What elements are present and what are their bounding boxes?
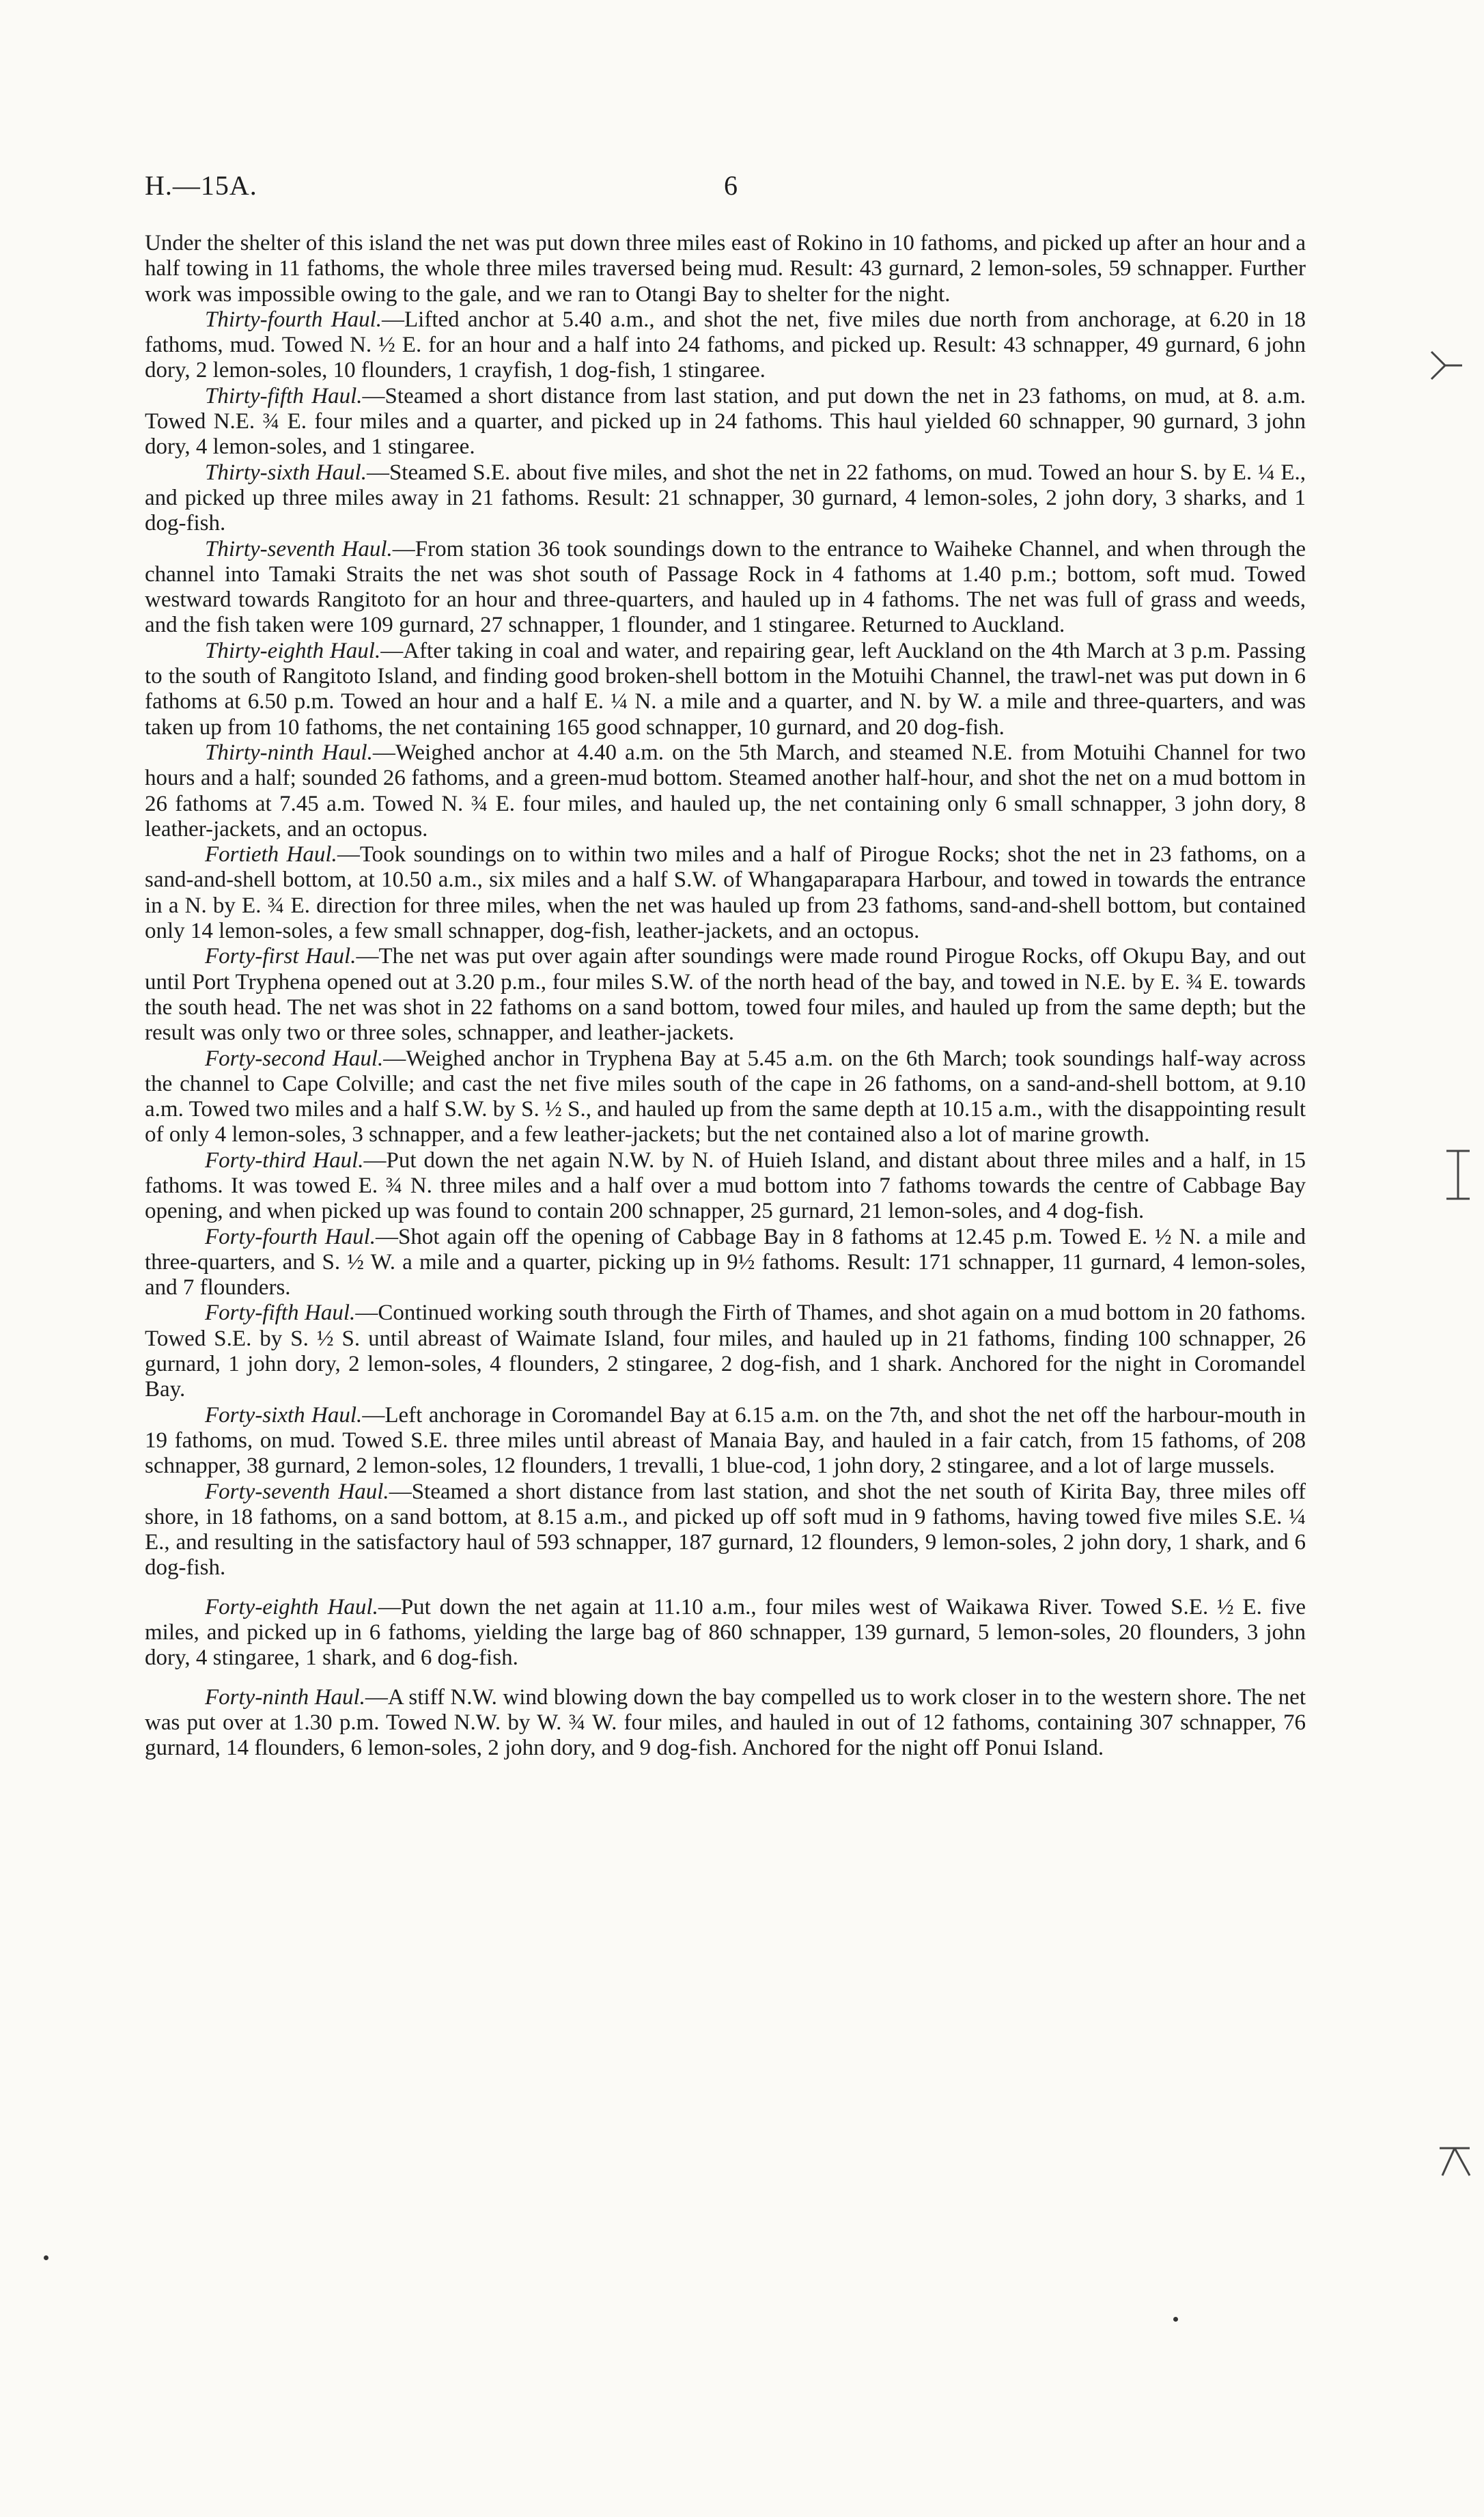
haul-paragraph-42: [145, 1046, 1306, 1148]
haul-title: Thirty-ninth Haul.: [205, 740, 373, 765]
haul-paragraph-41: [145, 944, 1306, 1046]
haul-paragraph-46: [145, 1403, 1306, 1479]
stray-dot-icon: [1173, 2317, 1178, 2322]
haul-text: —Left anchorage in Coromandel Bay at 6.15 a.m. on the 7th, and shot the net off the harbour-mouth in 19 fathoms, on mud. Towed S.E. three miles until abreast of Manaia Bay, and hauled in a fair catch, from 15 fathoms, of 208 schnapper, 38 gurnard, 2 lemon-soles, 12 flounders, 1 trevalli, 1 blue-cod, 1 john dory, 2 stingaree, and a lot of large mussels.: [145, 1402, 1306, 1479]
haul-title: Forty-seventh Haul.: [205, 1479, 389, 1504]
margin-mark-icon: [1425, 345, 1466, 391]
page-header: [145, 169, 1339, 210]
haul-paragraph-36: [145, 460, 1306, 537]
haul-paragraph-47: [145, 1479, 1306, 1581]
haul-title: Thirty-fourth Haul.: [205, 307, 382, 332]
haul-text: —Continued working south through the Firth of Thames, and shot again on a mud bottom in 20 fathoms. Towed S.E. by S. ½ S. until abreast of Waimate Island, four miles, and hauled up in 21 fathoms, finding 100 schnapper, 26 gurnard, 1 john dory, 2 lemon-soles, 4 flounders, 2 stingaree, 2 dog-fish, and 1 shark. Anchored for the night in Coromandel Bay.: [145, 1301, 1306, 1402]
haul-paragraph-44: [145, 1225, 1306, 1301]
haul-text: —Put down the net again at 11.10 a.m., four miles west of Waikawa River. Towed S.E. ½ E. five miles, and picked up in 6 fathoms, yielding the large bag of 860 schnapper, 139 gurnard, 5 lemon-soles, 20 flounders, 3 john dory, 4 stingaree, 1 shark, and 6 dog-fish.: [145, 1594, 1306, 1671]
haul-title: Thirty-fifth Haul.: [205, 383, 363, 408]
haul-paragraph-43: [145, 1148, 1306, 1225]
haul-paragraph-48: [145, 1595, 1306, 1671]
haul-paragraph-37: [145, 537, 1306, 639]
margin-mark-icon: [1434, 2141, 1475, 2187]
haul-text: —Shot again off the opening of Cabbage Bay in 8 fathoms at 12.45 p.m. Towed E. ½ N. a mile and three-quarters, and S. ½ W. a mile and a quarter, picking up in 9½ fathoms. Result: 171 schnapper, 11 gurnard, 4 lemon-soles, and 7 flounders.: [145, 1224, 1306, 1301]
haul-text: —From station 36 took soundings down to the entrance to Waiheke Channel, and when through the channel into Tamaki Straits the net was shot south of Passage Rock in 4 fathoms at 1.40 p.m.; bottom, soft mud. Towed westward towards Rangitoto for an hour and three-quarters, and hauled up in 4 fathoms. The net was full of grass and weeds, and the fish taken were 109 gurnard, 27 schnapper, 1 flounder, and 1 stingaree. Returned to Auckland.: [145, 536, 1306, 638]
haul-text: —Steamed S.E. about five miles, and shot the net in 22 fathoms, on mud. Towed an hour S. by E. ¼ E., and picked up three miles away in 21 fathoms. Result: 21 schnapper, 30 gurnard, 4 lemon-soles, 2 john dory, 3 sharks, and 1 dog-fish.: [145, 460, 1306, 536]
page-number: 6: [724, 170, 738, 201]
haul-text: —Weighed anchor in Tryphena Bay at 5.45 a.m. on the 6th March; took soundings half-way across the channel to Cape Colville; and cast the net five miles south of the cape in 26 fathoms, on a sand-and-shell bottom, at 9.10 a.m. Towed two miles and a half S.W. by S. ½ S., and hauled up from the same depth at 10.15 a.m., with the disappointing result of only 4 lemon-soles, 3 schnapper, and a few leather-jackets; but the net contained also a lot of marine growth.: [145, 1046, 1306, 1148]
haul-title: Forty-third Haul.: [205, 1148, 364, 1173]
haul-text: —Lifted anchor at 5.40 a.m., and shot the net, five miles due north from anchorage, at 6.20 in 18 fathoms, mud. Towed N. ½ E. for an hour and a half into 24 fathoms, and picked up. Result: 43 schnapper, 49 gurnard, 6 john dory, 2 lemon-soles, 10 flounders, 1 crayfish, 1 dog-fish, 1 stingaree.: [145, 307, 1306, 383]
haul-title: Forty-ninth Haul.: [205, 1684, 365, 1710]
haul-text: —After taking in coal and water, and repairing gear, left Auckland on the 4th March at 3 p.m. Passing to the south of Rangitoto Island, and finding good broken-shell bottom in the Motuihi Channel, the trawl-net was put down in 6 fathoms at 6.50 p.m. Towed an hour and a half E. ¼ N. a mile and a quarter, and N. by W. a mile and three-quarters, and was taken up from 10 fathoms, the net containing 165 good schnapper, 10 gurnard, and 20 dog-fish.: [145, 638, 1306, 740]
haul-title: Fortieth Haul.: [205, 842, 337, 867]
haul-title: Forty-second Haul.: [205, 1046, 384, 1071]
stray-dot-icon: [44, 2255, 48, 2260]
haul-text: —Took soundings on to within two miles and a half of Pirogue Rocks; shot the net in 23 fathoms, on a sand-and-shell bottom, at 10.50 a.m., six miles and a half S.W. of Whangaparapara Harbour, and towed in towards the entrance in a N. by E. ¾ E. direction for three miles, when the net was hauled up from 23 fathoms, sand-and-shell bottom, but contained only 14 lemon-soles, a few small schnapper, dog-fish, leather-jackets, and an octopus.: [145, 842, 1306, 944]
haul-text: —The net was put over again after soundings were made round Pirogue Rocks, off Okupu Bay, and out until Port Tryphena opened out at 3.20 p.m., four miles S.W. of the north head of the bay, and towed in N.E. by E. ¾ E. towards the south head. The net was shot in 22 fathoms on a sand bottom, towed four miles, and hauled up from the same depth; but the result was only two or three soles, schnapper, and leather-jackets.: [145, 944, 1306, 1046]
document-reference: H.—15A.: [145, 170, 257, 201]
haul-title: Forty-fifth Haul.: [205, 1301, 356, 1326]
haul-text: —A stiff N.W. wind blowing down the bay compelled us to work closer in to the western shore. The net was put over at 1.30 p.m. Towed N.W. by W. ¾ W. four miles, and hauled in out of 12 fathoms, containing 307 schnapper, 76 gurnard, 14 flounders, 6 lemon-soles, 2 john dory, and 9 dog-fish. Anchored for the night off Ponui Island.: [145, 1684, 1306, 1761]
haul-title: Thirty-sixth Haul.: [205, 460, 367, 485]
haul-title: Forty-fourth Haul.: [205, 1224, 376, 1249]
haul-paragraph-49: [145, 1685, 1306, 1762]
haul-text: —Steamed a short distance from last station, and shot the net south of Kirita Bay, three miles off shore, in 18 fathoms, on a sand bottom, at 8.15 a.m., and picked up off soft mud in 9 fathoms, having towed five miles S.E. ¼ E., and resulting in the satisfactory haul of 593 schnapper, 187 gurnard, 12 flounders, 9 lemon-soles, 2 john dory, 1 shark, and 6 dog-fish.: [145, 1479, 1306, 1581]
haul-paragraph-40: [145, 842, 1306, 944]
haul-text: —Steamed a short distance from last station, and put down the net in 23 fathoms, on mud, at 8. a.m. Towed N.E. ¾ E. four miles and a quarter, and picked up in 24 fathoms. This haul yielded 60 schnapper, 90 gurnard, 3 john dory, 4 lemon-soles, and 1 stingaree.: [145, 383, 1306, 460]
haul-paragraph-39: [145, 740, 1306, 842]
haul-title: Thirty-seventh Haul.: [205, 536, 393, 561]
haul-text: —Weighed anchor at 4.40 a.m. on the 5th March, and steamed N.E. from Motuihi Channel for two hours and a half; sounded 26 fathoms, and a green-mud bottom. Steamed another half-hour, and shot the net on a mud bottom in 26 fathoms at 7.45 a.m. Towed N. ¾ E. four miles, and hauled up, the net containing only 6 small schnapper, 3 john dory, 8 leather-jackets, and an octopus.: [145, 740, 1306, 842]
body-text: [145, 231, 1306, 1762]
haul-paragraph-38: [145, 639, 1306, 740]
haul-paragraph-34: [145, 307, 1306, 384]
margin-bracket-icon: [1441, 1148, 1475, 1207]
haul-title: Thirty-eighth Haul.: [205, 638, 381, 663]
haul-title: Forty-sixth Haul.: [205, 1402, 363, 1428]
haul-text: —Put down the net again N.W. by N. of Huieh Island, and distant about three miles and a half, in 15 fathoms. It was towed E. ¾ N. three miles and a half over a mud bottom into 7 fathoms towards the centre of Cabbage Bay opening, and when picked up was found to contain 200 schnapper, 25 gurnard, 21 lemon-soles, and 4 dog-fish.: [145, 1148, 1306, 1224]
haul-paragraph-35: [145, 384, 1306, 460]
haul-title: Forty-first Haul.: [205, 944, 356, 969]
haul-title: Forty-eighth Haul.: [205, 1594, 378, 1619]
haul-paragraph-45: [145, 1301, 1306, 1402]
intro-paragraph: Under the shelter of this island the net was put down three miles east of Rokino in 10 fathoms, and picked up after an hour and a half towing in 11 fathoms, the whole three miles traversed being mud. Result: 43 gurnard, 2 lemon-soles, 59 schnapper. Further work was impossible owing to the gale, and we ran to Otangi Bay to shelter for the night.: [145, 231, 1306, 307]
